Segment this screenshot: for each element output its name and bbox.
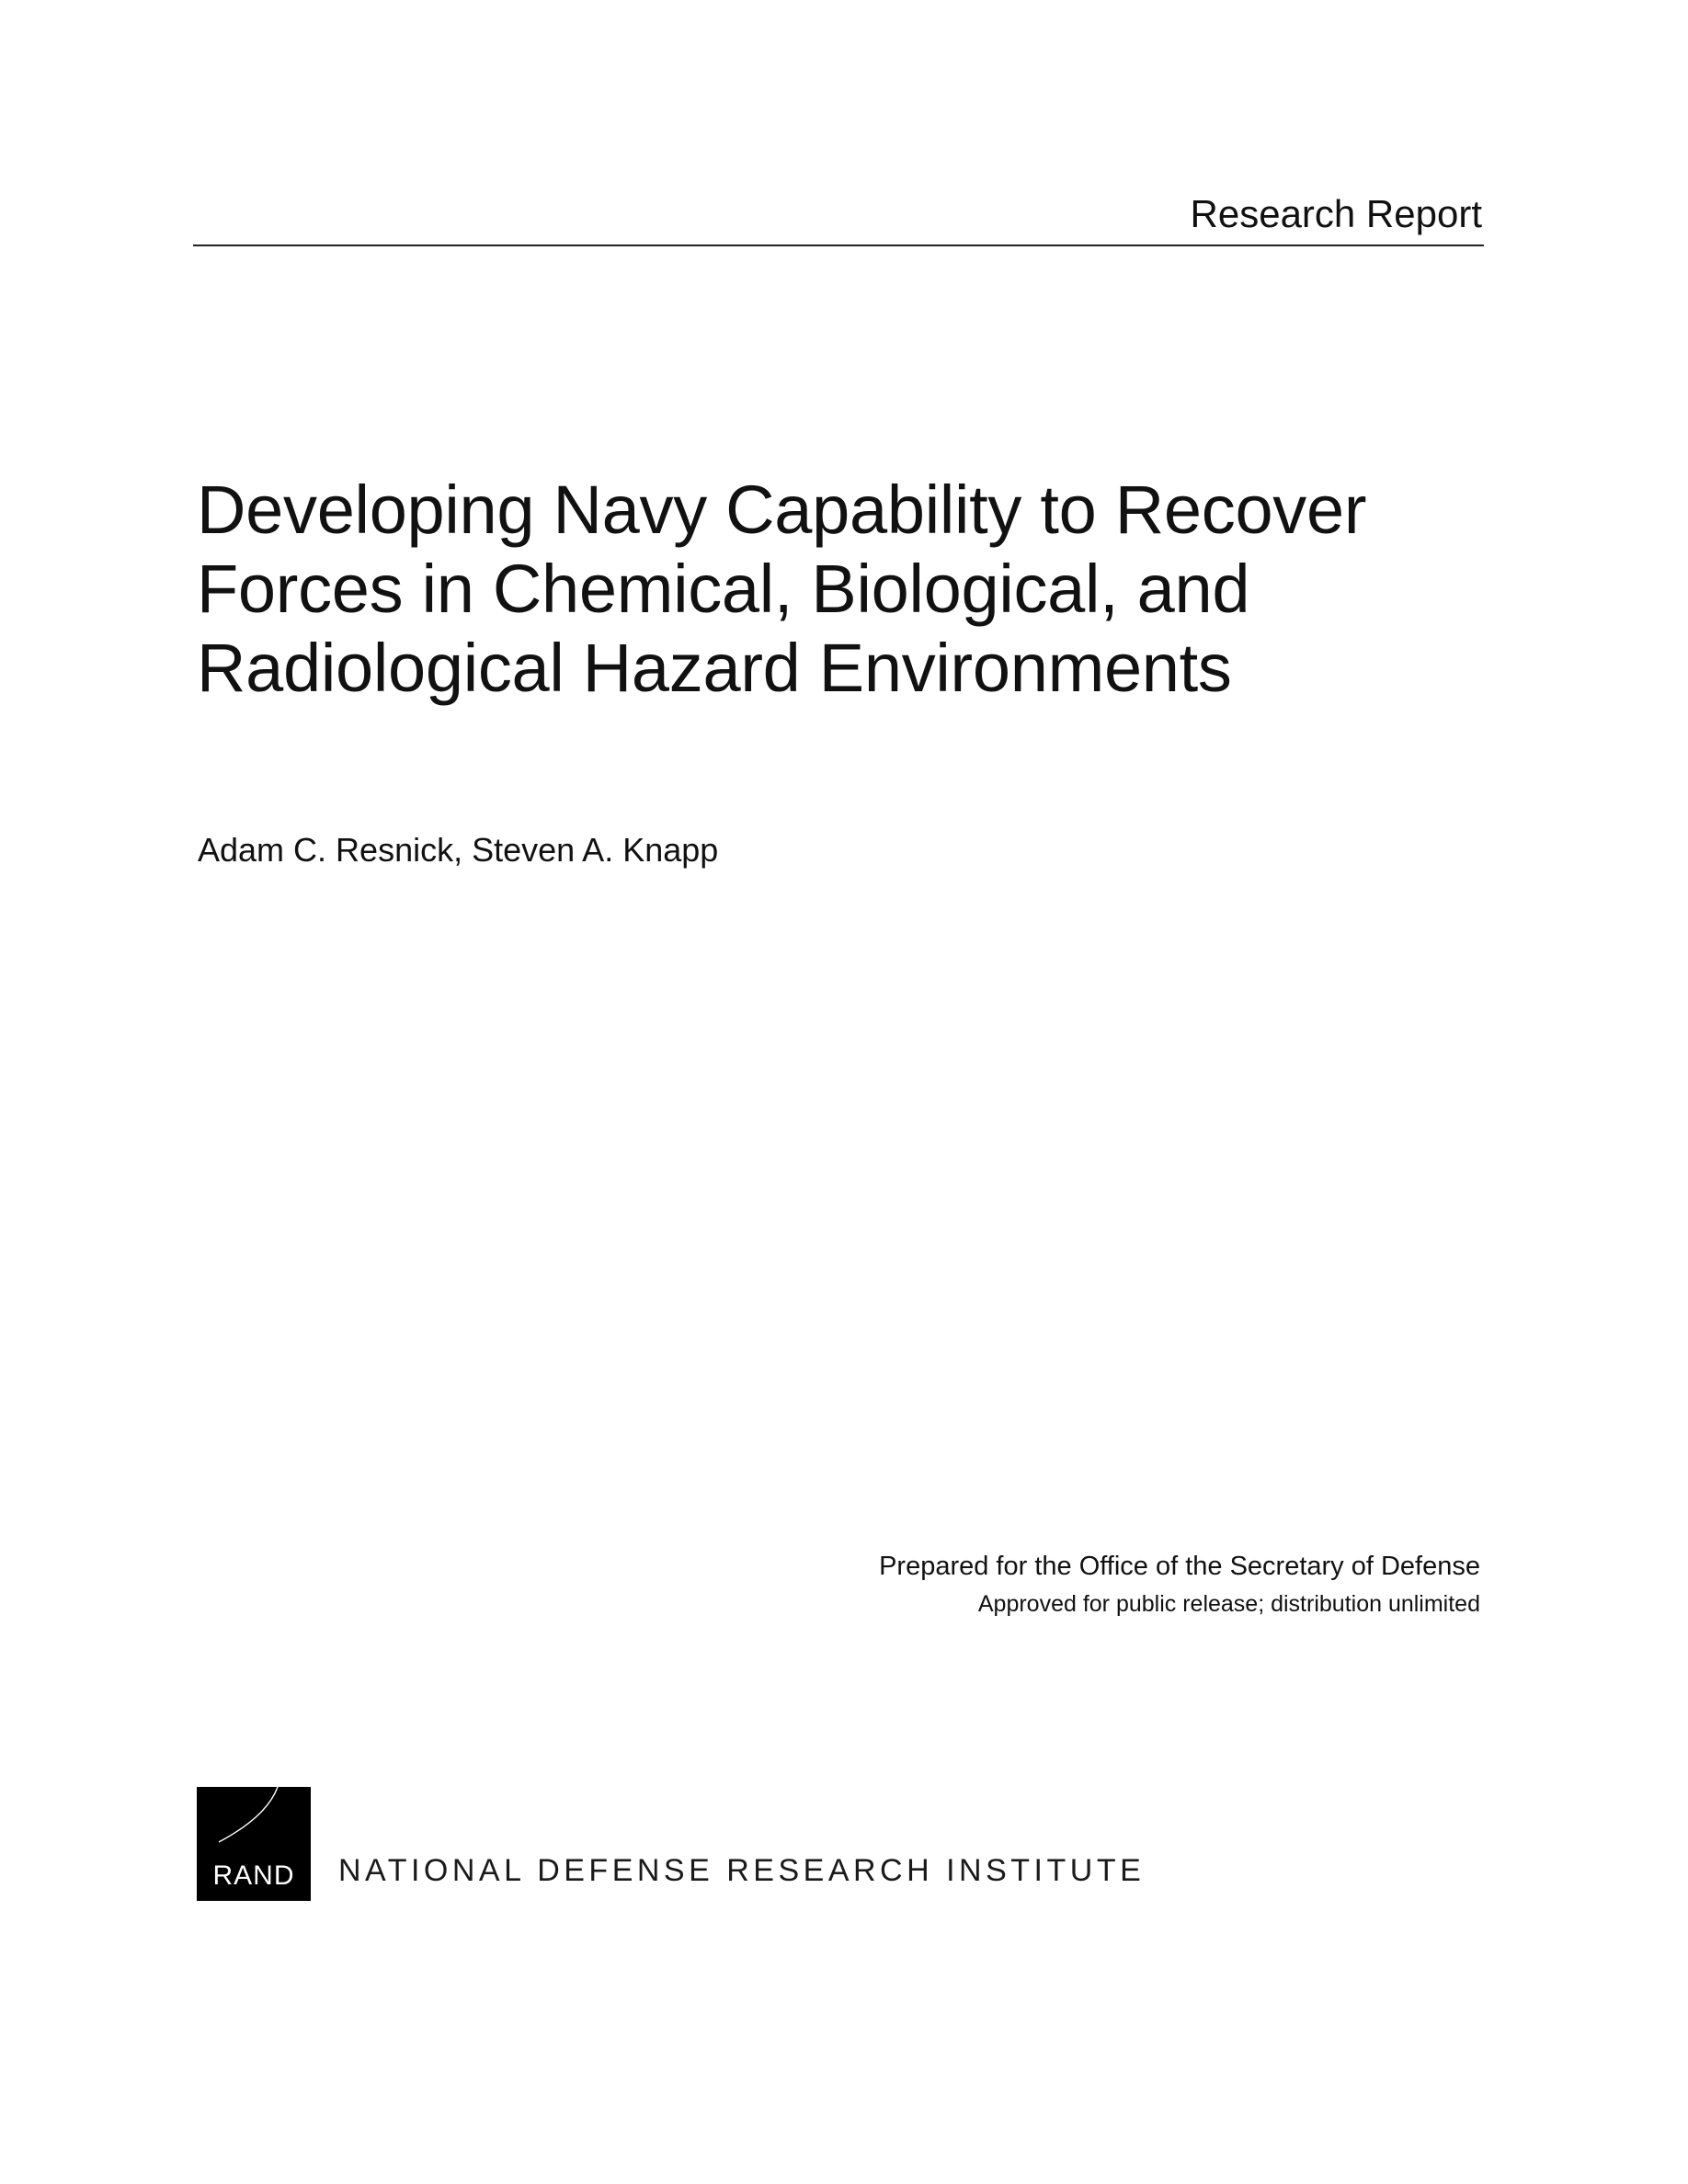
institute-name: NATIONAL DEFENSE RESEARCH INSTITUTE bbox=[338, 1853, 1146, 1888]
header-divider bbox=[193, 245, 1484, 246]
report-type-label: Research Report bbox=[1190, 192, 1482, 235]
title-line-2: Forces in Chemical, Biological, and bbox=[197, 551, 1250, 627]
authors: Adam C. Resnick, Steven A. Knapp bbox=[198, 831, 719, 869]
prepared-for-text: Prepared for the Office of the Secretary of Defense bbox=[879, 1552, 1480, 1581]
rand-logo-text: RAND bbox=[212, 1860, 295, 1891]
prepared-for-block bbox=[879, 1553, 1480, 1616]
release-statement: Approved for public release; distribution unlimited bbox=[977, 1591, 1480, 1617]
report-title bbox=[197, 471, 1484, 708]
title-line-1: Developing Navy Capability to Recover bbox=[197, 472, 1367, 548]
title-line-3: Radiological Hazard Environments bbox=[197, 630, 1232, 706]
rand-logo bbox=[197, 1787, 311, 1901]
